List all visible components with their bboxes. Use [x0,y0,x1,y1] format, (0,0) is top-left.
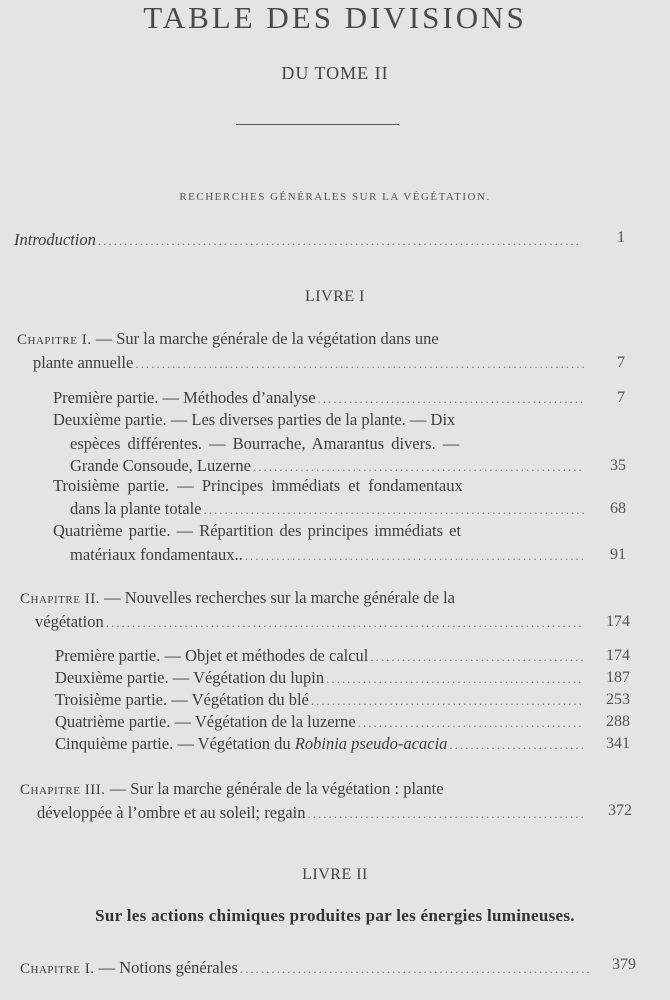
toc-entry-part[interactable] [53,520,461,542]
page-number: 7 [617,354,625,371]
toc-entry-part[interactable] [53,387,586,410]
page-number: 1 [617,229,625,246]
leader-dots [370,646,584,668]
part-title: espèces différentes. — Bourrache, Amarantus divers. — [70,434,460,453]
leader-dots [358,712,584,734]
leader-dots [135,353,584,375]
chapitre-1-title-cont[interactable] [33,352,586,375]
page-number: 187 [606,669,630,686]
livre-2-subtitle: Sur les actions chimiques produites par les énergies lumineuses. [95,906,575,925]
chapter-title-line: développée à l’ombre et au soleil; regain [37,803,306,822]
leader-dots [318,388,584,410]
leader-dots [311,690,584,712]
chapter-label: Chapitre I. [17,332,92,348]
part-title: Cinquième partie. — Végétation du [55,734,295,753]
chapter-label: Chapitre II. [20,591,100,607]
livre-2-chapitre-1[interactable] [20,957,592,980]
toc-entry-part[interactable] [53,475,463,497]
divider-rule [236,124,399,125]
page-number: 35 [610,457,626,474]
part-title-italic: Robinia pseudo-acacia [294,734,448,753]
livre-1-heading: LIVRE I [305,288,365,305]
toc-entry-part-cont [70,433,459,455]
chapter-title-line: — Notions générales [94,958,238,977]
toc-entry-part[interactable] [55,667,586,690]
page-title: TABLE DES DIVISIONS [143,0,527,35]
toc-entry-part-cont[interactable] [70,544,586,567]
chapter-title-line: — Sur la marche générale de la végétation dans une [91,329,439,348]
section-heading: RECHERCHES GÉNÉRALES SUR LA VÉGÉTATION. [179,191,491,203]
chapitre-1-title[interactable] [17,328,439,351]
chapitre-2-title[interactable] [20,587,455,610]
part-title: Grande Consoude, Luzerne [70,456,251,475]
page-number: 91 [610,546,626,563]
toc-entry-part[interactable] [55,733,586,756]
page-number: 174 [606,613,630,630]
leader-dots [326,668,584,690]
part-title: matériaux fondamentaux.. [70,545,243,564]
part-title: Première partie. — Méthodes d’analyse [53,388,316,407]
chapter-title-line: plante annuelle [33,353,134,372]
part-title: Quatrième partie. — Répartition des principes immédiats et [53,521,462,540]
page-number: 379 [612,956,636,973]
page-number: 68 [610,500,626,517]
chapter-label: Chapitre III. [20,782,106,798]
toc-entry-introduction[interactable] [14,229,580,252]
part-title: Troisième partie. — Principes immédiats et fondamentaux [53,476,463,495]
leader-dots [307,803,584,825]
chapitre-3-title-cont[interactable] [37,802,586,825]
entry-label: Introduction [14,230,96,249]
leader-dots [240,958,590,980]
page-number: 288 [606,713,630,730]
leader-dots [449,734,584,756]
part-title: Troisième partie. — Végétation du blé [55,690,309,709]
leader-dots [204,499,585,521]
part-title: Deuxième partie. — Les diverses parties de la plante. — Dix [53,410,456,429]
chapitre-2-title-cont[interactable] [35,611,586,634]
chapter-title-line: végétation [35,612,104,631]
part-title: Première partie. — Objet et méthodes de calcul [55,646,369,665]
part-title: Deuxième partie. — Végétation du lupin [55,668,325,687]
page-number: 7 [617,389,625,406]
part-title: dans la plante totale [70,499,202,518]
leader-dots [98,230,578,252]
toc-entry-part[interactable] [53,409,455,431]
toc-entry-part[interactable] [55,711,586,734]
leader-dots [245,545,584,567]
volume-subtitle: DU TOME II [281,63,389,83]
page-number: 253 [606,691,630,708]
chapter-title-line: — Sur la marche générale de la végétation : plante [105,779,444,798]
chapitre-3-title[interactable] [20,778,444,801]
toc-entry-part[interactable] [55,645,586,668]
livre-2-heading: LIVRE II [302,866,368,883]
page-number: 341 [606,735,630,752]
leader-dots [106,612,584,634]
toc-entry-part[interactable] [55,689,586,712]
part-title: Quatrième partie. — Végétation de la luzerne [55,712,356,731]
toc-entry-part-cont[interactable] [70,498,586,521]
page-number: 372 [608,802,632,819]
chapter-label: Chapitre I. [20,961,95,977]
page-number: 174 [606,647,630,664]
chapter-title-line: — Nouvelles recherches sur la marche générale de la [99,588,455,607]
